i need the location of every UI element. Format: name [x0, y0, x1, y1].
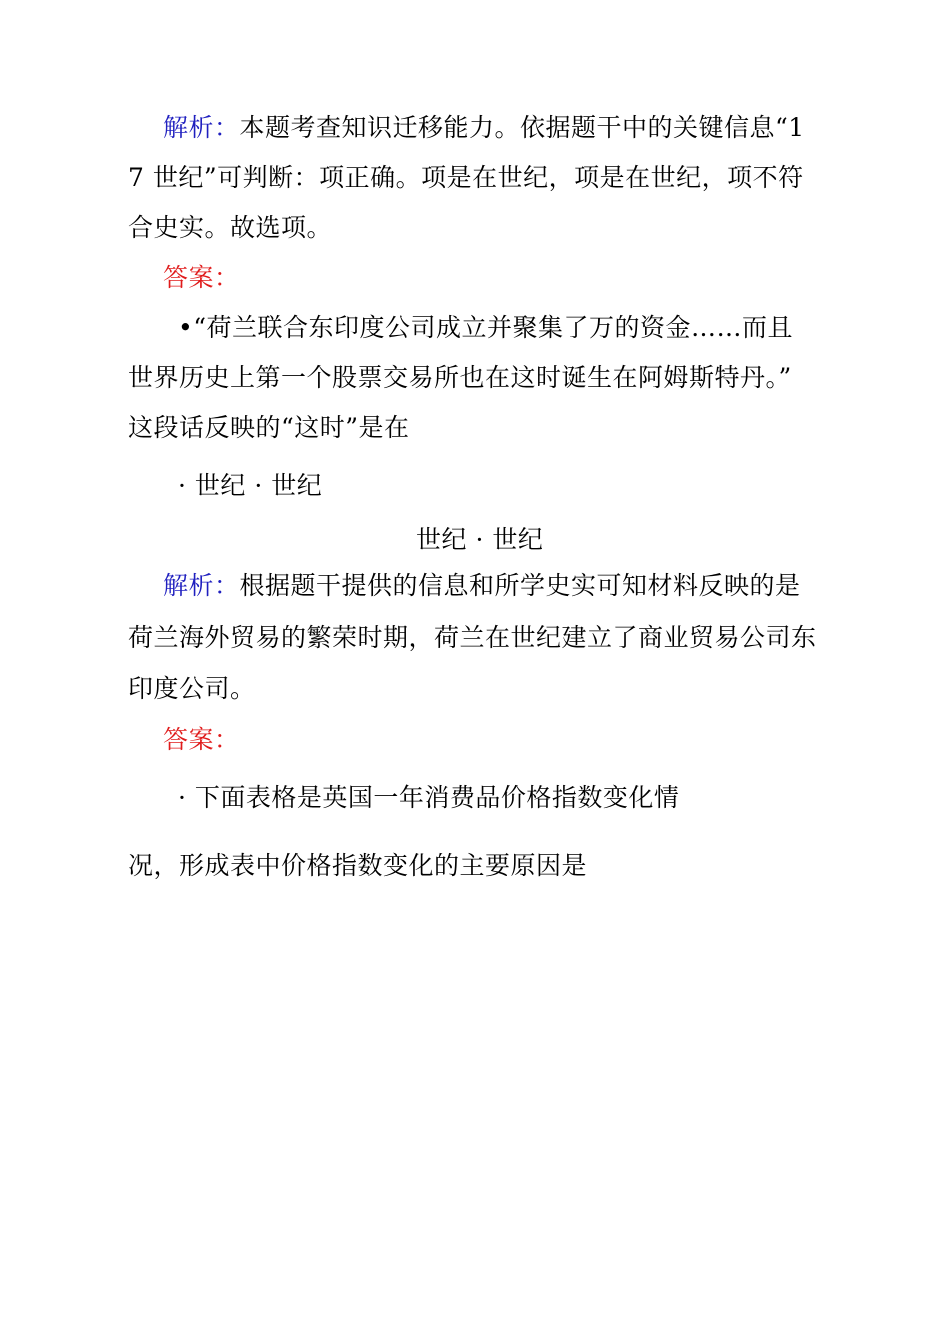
q2-options-line-2: 世纪 · 世纪 — [416, 525, 544, 554]
q1-answer-label: 答案： — [163, 263, 240, 292]
q3-stem-line-2: 况，形成表中价格指数变化的主要原因是 — [128, 851, 588, 880]
q2-analysis-line-2: 荷兰海外贸易的繁荣时期，荷兰在世纪建立了商业贸易公司东 — [128, 623, 817, 652]
q2-stem-line-2: 世界历史上第一个股票交易所也在这时诞生在阿姆斯特丹。” — [128, 363, 792, 392]
q2-stem-line-3: 这段话反映的“这时”是在 — [128, 413, 410, 442]
q2-answer-label: 答案： — [163, 725, 240, 754]
q2-analysis-line-1 — [163, 570, 801, 602]
q1-analysis-line-1 — [163, 112, 805, 144]
q2-analysis-text-1: 根据题干提供的信息和所学史实可知材料反映的是 — [239, 571, 801, 600]
q1-analysis-label: 解析： — [163, 113, 240, 142]
q1-analysis-text-1: 本题考查知识迁移能力。依据题干中的关键信息“1 — [239, 113, 805, 142]
q1-analysis-line-2: 7 世纪”可判断：项正确。项是在世纪，项是在世纪，项不符 — [128, 163, 804, 192]
q2-stem-line-1: •“荷兰联合东印度公司成立并聚集了万的资金……而且 — [178, 313, 794, 342]
q2-analysis-label: 解析： — [163, 571, 240, 600]
q2-analysis-line-3: 印度公司。 — [128, 674, 256, 703]
q3-stem-line-1: · 下面表格是英国一年消费品价格指数变化情 — [178, 783, 680, 812]
q2-options-line-1: · 世纪 · 世纪 — [178, 471, 323, 500]
q1-analysis-line-3: 合史实。故选项。 — [128, 213, 333, 242]
